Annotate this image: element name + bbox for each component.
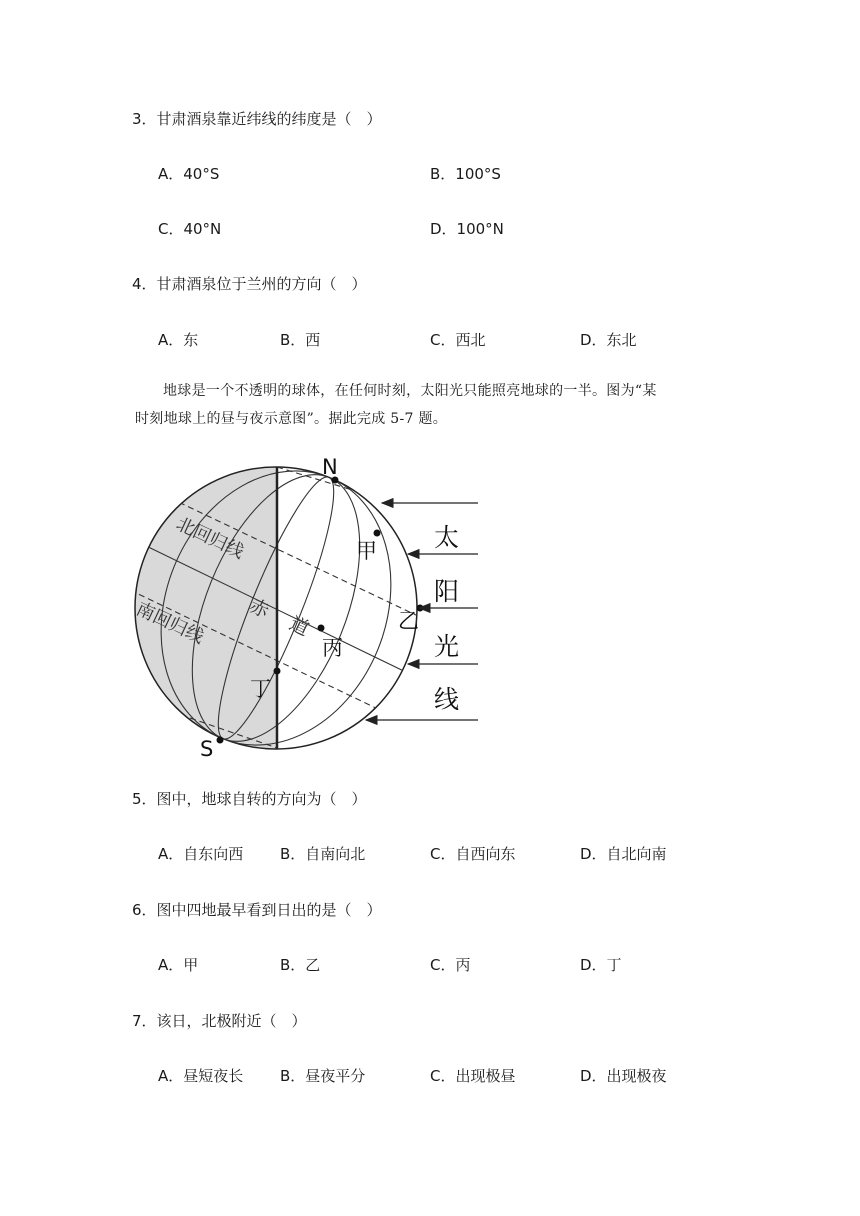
south-pole-point bbox=[217, 737, 224, 744]
passage-line-2: 时刻地球上的昼与夜示意图”。据此完成 5-7 题。 bbox=[135, 411, 448, 427]
question-5-option-d[interactable]: D．自北向南 bbox=[580, 845, 667, 863]
sunlight-label-1: 太 bbox=[434, 523, 460, 552]
question-3-option-d[interactable]: D．100°N bbox=[430, 220, 504, 238]
question-4-option-a[interactable]: A．东 bbox=[158, 331, 199, 349]
question-3-option-b[interactable]: B．100°S bbox=[430, 165, 501, 183]
question-7-option-d[interactable]: D．出现极夜 bbox=[580, 1067, 667, 1085]
question-6-option-a[interactable]: A．甲 bbox=[158, 956, 199, 974]
question-6-option-b[interactable]: B．乙 bbox=[280, 956, 321, 974]
passage-line-1: 地球是一个不透明的球体，在任何时刻，太阳光只能照亮地球的一半。图为“某 bbox=[163, 383, 657, 399]
question-5-option-c[interactable]: C．自西向东 bbox=[430, 845, 516, 863]
tropic-cancer-label: 北回归线 bbox=[172, 513, 248, 563]
point-ding-label: 丁 bbox=[250, 677, 271, 701]
question-7-option-c[interactable]: C．出现极昼 bbox=[430, 1067, 516, 1085]
point-bing-label: 丙 bbox=[322, 636, 343, 660]
question-5-option-a[interactable]: A．自东向西 bbox=[158, 845, 244, 863]
north-label: N bbox=[322, 455, 338, 479]
question-4-option-d[interactable]: D．东北 bbox=[580, 331, 637, 349]
question-5-option-b[interactable]: B．自南向北 bbox=[280, 845, 366, 863]
question-7-option-a[interactable]: A．昼短夜长 bbox=[158, 1067, 244, 1085]
question-5-stem: 5．图中，地球自转的方向为（ ） bbox=[132, 790, 367, 808]
question-4-stem: 4．甘肃酒泉位于兰州的方向（ ） bbox=[132, 275, 367, 293]
question-4-option-b[interactable]: B．西 bbox=[280, 331, 321, 349]
day-night-globe-figure bbox=[120, 450, 500, 770]
question-6-stem: 6．图中四地最早看到日出的是（ ） bbox=[132, 901, 382, 919]
point-jia-label: 甲 bbox=[356, 539, 377, 563]
sunlight-label-4: 线 bbox=[434, 685, 460, 714]
point-ding-dot bbox=[274, 668, 281, 675]
point-jia-dot bbox=[374, 530, 381, 537]
question-7-stem: 7．该日，北极附近（ ） bbox=[132, 1012, 307, 1030]
question-6-option-d[interactable]: D．丁 bbox=[580, 956, 622, 974]
sunlight-label-2: 阳 bbox=[434, 577, 460, 606]
question-4-option-c[interactable]: C．西北 bbox=[430, 331, 486, 349]
question-7-option-b[interactable]: B．昼夜平分 bbox=[280, 1067, 366, 1085]
question-3-stem: 3．甘肃酒泉靠近纬线的纬度是（ ） bbox=[132, 110, 382, 128]
question-3-option-a[interactable]: A．40°S bbox=[158, 165, 220, 183]
south-label: S bbox=[200, 737, 214, 761]
point-bing-dot bbox=[318, 625, 325, 632]
question-6-option-c[interactable]: C．丙 bbox=[430, 956, 471, 974]
equator-label-1: 赤 bbox=[245, 594, 273, 623]
question-3-option-c[interactable]: C．40°N bbox=[158, 220, 222, 238]
tropic-capricorn-label: 南回归线 bbox=[132, 598, 208, 648]
point-yi-label: 乙 bbox=[398, 609, 419, 633]
equator-label-2: 道 bbox=[285, 612, 313, 641]
sunlight-label-3: 光 bbox=[434, 632, 460, 661]
